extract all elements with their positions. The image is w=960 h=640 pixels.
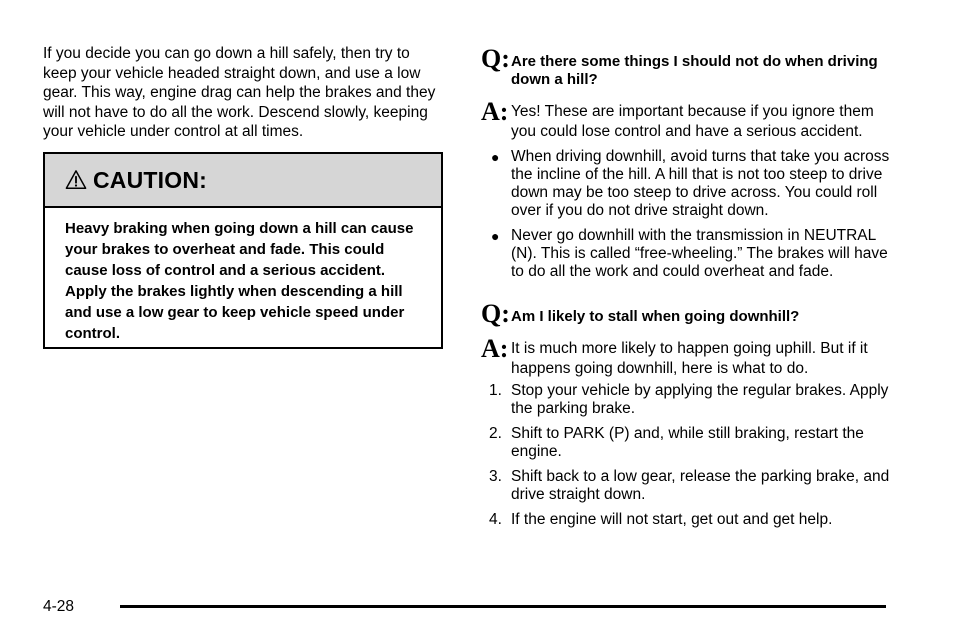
a-mark: A: — [481, 97, 509, 126]
caution-header — [45, 154, 441, 208]
list-item: 1. Stop your vehicle by applying the regular brakes. Apply the parking brake. — [489, 382, 889, 417]
page-number: 4-28 — [43, 598, 75, 615]
q-mark: Q: — [481, 299, 510, 328]
caution-text: Heavy braking when going down a hill can cause your brakes to overheat and fade. This could cause loss of control and a serious accident. Apply the brakes lightly when descending a hill and use a low gear to keep vehicle speed under control. — [65, 220, 414, 342]
bullet-icon: ● — [491, 228, 500, 244]
list-item: ● When driving downhill, avoid turns that take you across the incline of the hill. A hill that is not too steep to drive down may be too steep to drive across. You could roll over if you do not drive straight down. — [491, 148, 890, 219]
question-1 — [481, 44, 901, 89]
warning-triangle-icon — [65, 169, 87, 191]
answer-text: It is much more likely to happen going uphill. But if it happens going downhill, here is what to do. — [511, 340, 868, 377]
q-mark: Q: — [481, 44, 510, 73]
answer-1 — [481, 97, 901, 142]
caution-title: CAUTION: — [93, 166, 208, 193]
question-2 — [481, 299, 901, 328]
right-column — [481, 44, 901, 536]
list-item: 2. Shift to PARK (P) and, while still braking, restart the engine. — [489, 425, 864, 460]
bullet-icon: ● — [491, 149, 500, 165]
list-item: ● Never go downhill with the transmission in NEUTRAL (N). This is called “free-wheeling.” The brakes will have to do all the work and could overheat and fade. — [491, 227, 888, 280]
answer-text: Yes! These are important because if you ignore them you could lose control and have a serious accident. — [511, 103, 874, 140]
list-item: 3. Shift back to a low gear, release the parking brake, and drive straight down. — [489, 468, 890, 503]
intro-paragraph: If you decide you can go down a hill safely, then try to keep your vehicle headed straight down, and use a low gear. This way, engine drag can help the brakes and they will not have to do all the work. Descend slowly, keeping your vehicle under control at all times. — [43, 45, 436, 140]
list-item: 4. If the engine will not start, get out and get help. — [489, 511, 833, 528]
bullet-list — [481, 148, 901, 281]
question-text: Am I likely to stall when going downhill? — [511, 308, 800, 325]
answer-2 — [481, 334, 901, 379]
question-text: Are there some things I should not do when driving down a hill? — [511, 53, 878, 88]
left-column — [43, 44, 447, 142]
a-mark: A: — [481, 334, 509, 363]
footer-rule — [120, 605, 886, 608]
steps-list — [481, 382, 901, 529]
caution-box — [43, 152, 443, 349]
